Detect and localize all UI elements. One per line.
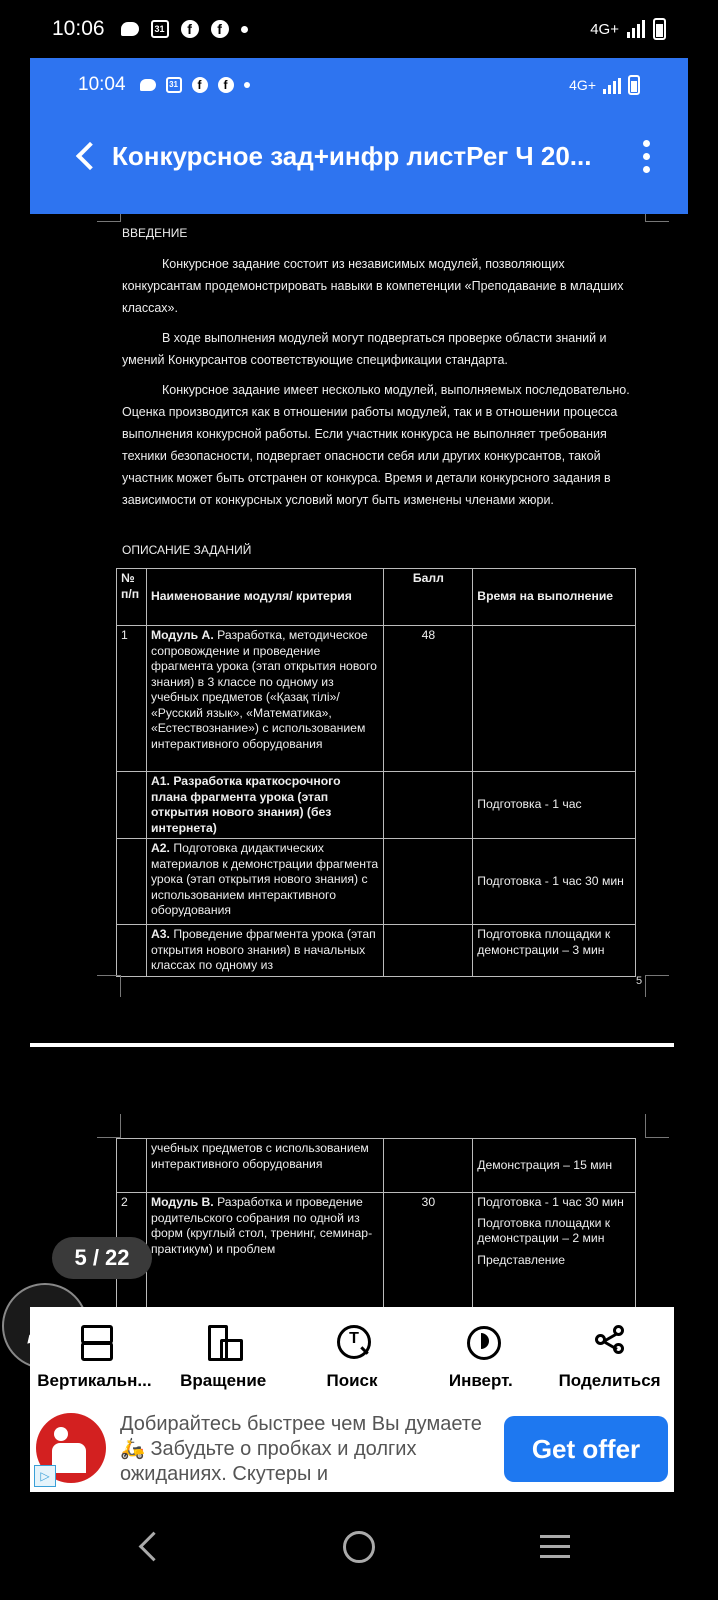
signal-icon <box>627 20 645 38</box>
ad-banner[interactable] <box>30 1405 674 1492</box>
facebook-icon: f <box>192 77 208 93</box>
invert-button[interactable]: Инверт. <box>416 1307 545 1405</box>
rotate-button[interactable]: Вращение <box>159 1307 288 1405</box>
page-number: 5 <box>636 975 643 987</box>
bottom-toolbar <box>30 1307 674 1405</box>
get-offer-button[interactable]: Get offer <box>504 1416 668 1482</box>
tasks-heading: ОПИСАНИЕ ЗАДАНИЙ <box>122 543 252 557</box>
battery-icon <box>653 18 666 40</box>
vertical-scroll-button[interactable]: Вертикальн... <box>30 1307 159 1405</box>
facebook-icon: f <box>211 20 229 38</box>
facebook-icon: f <box>181 20 199 38</box>
tasks-table <box>116 568 636 977</box>
network-type: 4G+ <box>590 20 619 38</box>
more-options-icon[interactable] <box>634 136 658 176</box>
network-type: 4G+ <box>569 77 596 93</box>
table-row: А1. Разработка краткосрочного плана фрагмента урока (этап открытия нового знания) (без интернета) Подготовка - 1 час <box>117 772 636 839</box>
rotate-icon <box>208 1325 238 1357</box>
calendar-icon: 31 <box>166 77 182 93</box>
table-row: А2. Подготовка дидактических материалов к демонстрации фрагмента урока (этап открытия нового знания) с использованием интерактивного оборудования Подготовка - 1 час 30 мин <box>117 839 636 925</box>
table-row: 2 Модуль В. Разработка и проведение родительского собрания по одной из форм (круглый стол, тренинг, семинар-практикум) и проблем 30 Подготовка - 1 час 30 мин Подготовка площадки к демонстрации – 2 мин Представление <box>117 1193 636 1323</box>
vertical-layout-icon <box>79 1325 109 1357</box>
intro-paragraph: Конкурсное задание имеет несколько модулей, выполняемых последовательно. Оценка производится как в отношении работы модулей, так и в отношении процесса выполнения конкурсной работы. Если участник конкурса не выполняет требования техники безопасности, подвергает опасности себя или других конкурсантов, такой участник может быть отстранен от конкурса. Время и детали конкурсного задания в зависимости от конкурсных условий могут быть изменены членами жюри. <box>122 383 630 507</box>
nav-recents-icon[interactable] <box>532 1522 582 1572</box>
app-header <box>30 58 688 214</box>
facebook-icon: f <box>218 77 234 93</box>
header-time: Время на выполнение <box>473 569 636 626</box>
battery-icon <box>628 75 640 95</box>
intro-paragraph: В ходе выполнения модулей могут подвергаться проверке области знаний и умений Конкурсантов соответствующие спецификации стандарта. <box>122 331 607 367</box>
share-icon <box>595 1325 625 1357</box>
intro-paragraph: Конкурсное задание состоит из независимых модулей, позволяющих конкурсантам продемонстрировать навыки в компетенции «Преподавание в младших классах». <box>122 257 624 315</box>
back-arrow-icon[interactable] <box>70 136 100 176</box>
search-button[interactable]: T Поиск <box>288 1307 417 1405</box>
header-name: Наименование модуля/ критерия <box>146 569 384 626</box>
nav-back-icon[interactable] <box>125 1522 175 1572</box>
status-time: 10:06 <box>52 17 105 40</box>
more-notifications-icon <box>241 26 248 33</box>
inner-status-time: 10:04 <box>78 74 126 95</box>
inner-status-bar <box>78 74 640 96</box>
calendar-icon: 31 <box>151 20 169 38</box>
signal-icon <box>603 76 621 94</box>
more-notifications-icon <box>244 82 250 88</box>
table-header-row <box>117 569 636 626</box>
system-nav-bar <box>0 1492 718 1600</box>
search-text-icon <box>337 1325 367 1357</box>
table-row: А3. Проведение фрагмента урока (этап открытия нового знания) в начальных классах по одному из Подготовка площадки к демонстрации – 3 мин <box>117 925 636 977</box>
ad-choices-icon[interactable]: ▷ <box>34 1465 56 1487</box>
ad-text: Добирайтесь быстрее чем Вы думаете🛵 Забудьте о пробках и долгих ожиданиях. Скутеры и <box>120 1413 482 1485</box>
page-divider <box>30 1043 674 1047</box>
intro-heading: ВВЕДЕНИЕ <box>122 226 188 240</box>
table-row: 1 Модуль А. Разработка, методическое сопровождение и проведение фрагмента урока (этап открытия нового знания) в 3 классе по одному из учебных предметов («Қазақ тілі»/ «Русский язык», «Математика», «Естествознание») с использованием интерактивного оборудования 48 <box>117 626 636 772</box>
page-counter: 5 / 22 <box>52 1237 152 1279</box>
tasks-table-continued <box>116 1138 636 1323</box>
message-icon <box>140 79 156 91</box>
share-button[interactable]: Поделиться <box>545 1307 674 1405</box>
document-title: Конкурсное зад+инфр листРег Ч 20... <box>112 140 592 171</box>
contrast-icon <box>466 1325 496 1357</box>
device-status-bar <box>0 0 718 58</box>
header-score: Балл <box>384 569 473 626</box>
nav-home-icon[interactable] <box>334 1522 384 1572</box>
message-icon <box>121 22 139 36</box>
header-num: № п/п <box>117 569 147 626</box>
table-row: учебных предметов с использованием интерактивного оборудования Демонстрация – 15 мин <box>117 1139 636 1193</box>
